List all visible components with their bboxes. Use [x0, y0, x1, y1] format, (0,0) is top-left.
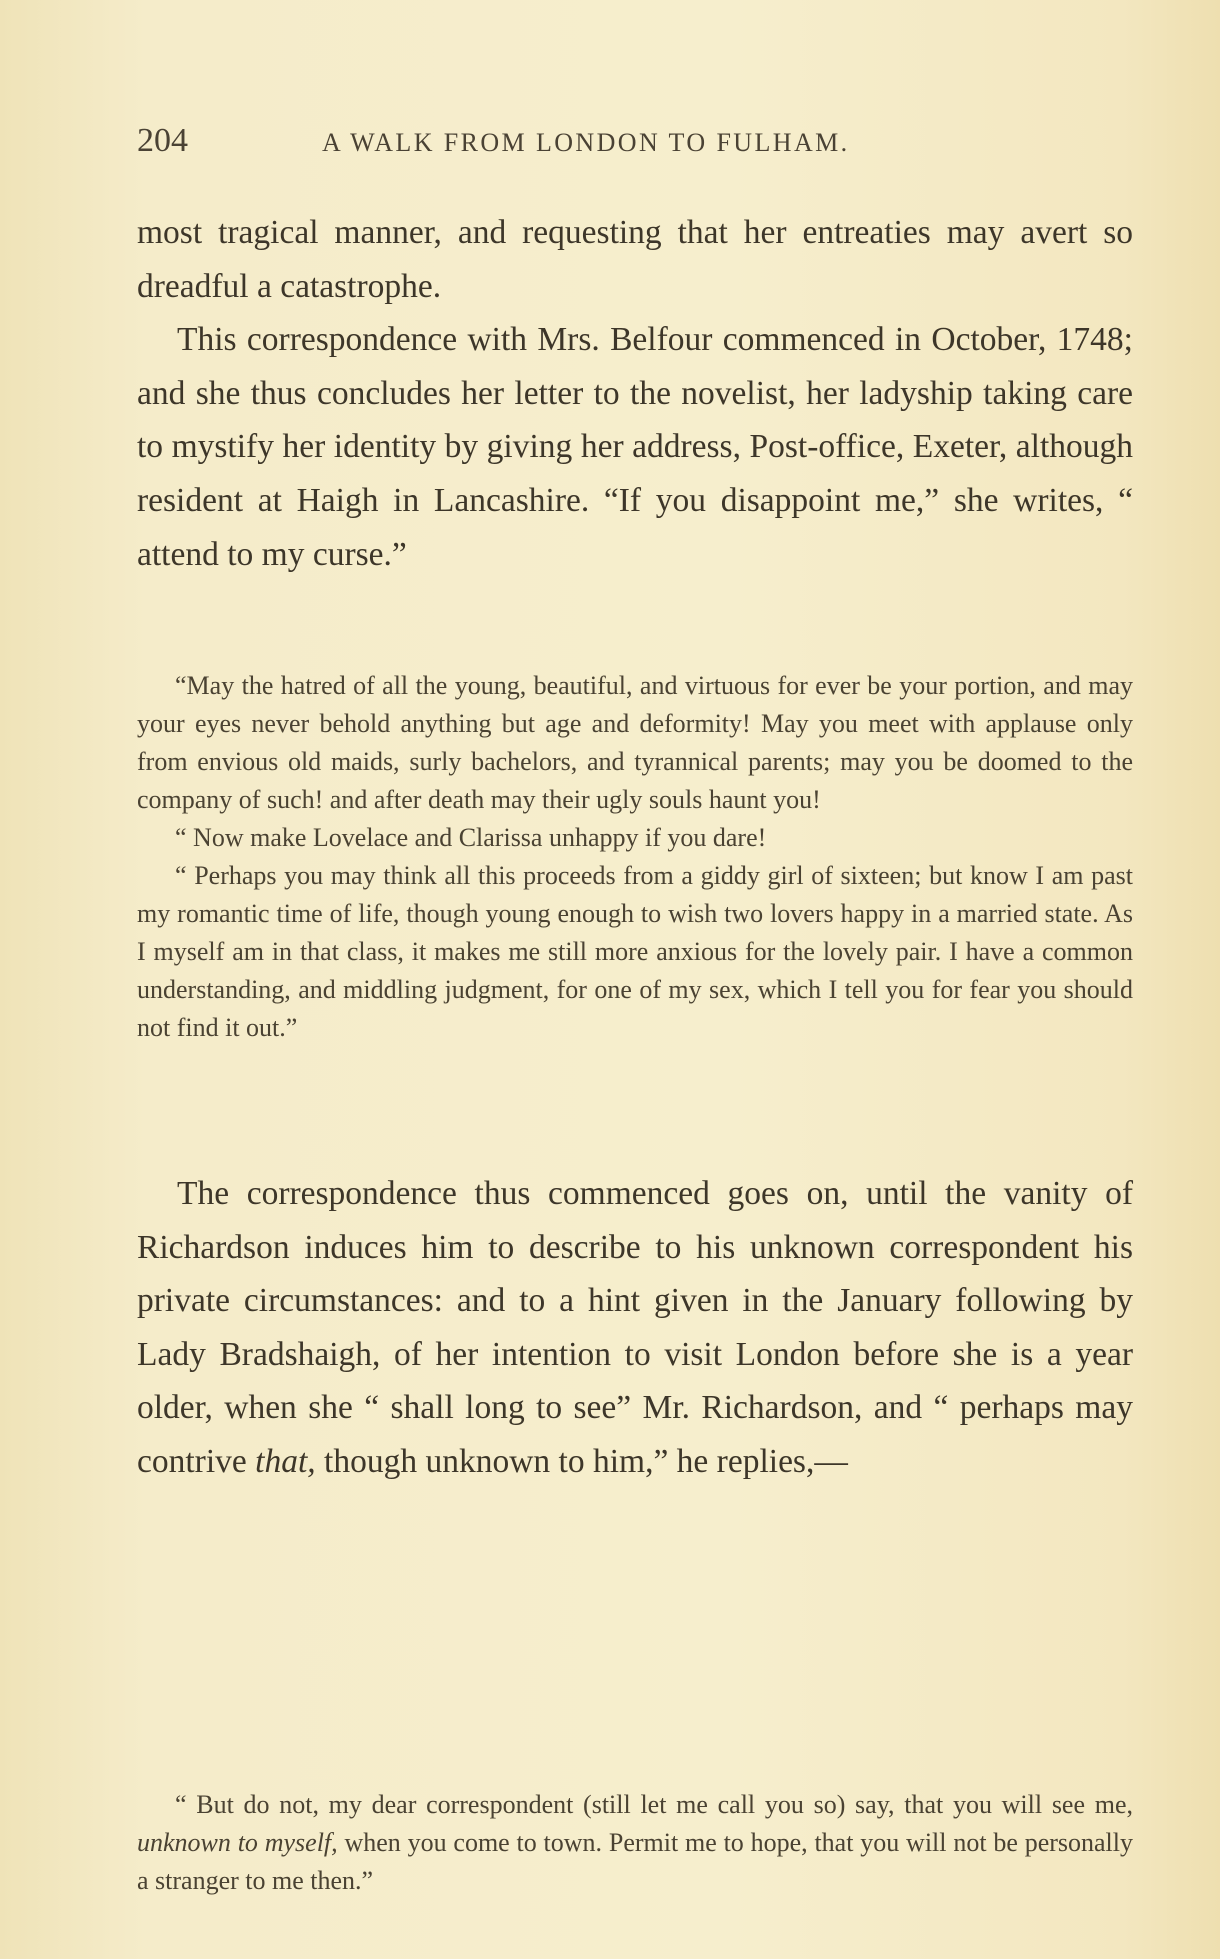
paragraph-text: The correspondence thus commenced goes on, until the vanity of Richardson induces him to describe to his unknown correspondent his private circumstances: and to a hint given in the January following by Lady Bradshaigh, of her intention to visit London before she is a year older, when she “ shall long to see” Mr. Richardson, and “ perhaps may contrive [137, 1175, 1133, 1480]
block-quote-reply [137, 1786, 1133, 1900]
emphasis-text: that, [255, 1442, 316, 1480]
page-number: 204 [137, 122, 188, 159]
paragraph-richardson [137, 1167, 1133, 1489]
quote-text: “ But do not, my dear correspondent (still let me call you so) say, that you will see me, [175, 1790, 1133, 1819]
body-text-block-1 [137, 206, 1133, 581]
quote-text: when you come to town. Permit me to hope, that you will not be personally a stranger to me then.” [137, 1828, 1134, 1895]
block-quote-curse [137, 667, 1133, 1047]
body-text-block-2 [137, 1167, 1133, 1489]
quote-paragraph [137, 1786, 1133, 1900]
running-title: A WALK FROM LONDON TO FULHAM. [322, 128, 850, 157]
paragraph-text: though unknown to him,” he replies,— [315, 1442, 848, 1480]
paragraph-continued: most tragical manner, and requesting that her entreaties may avert so dreadful a catastrophe. [137, 214, 1133, 305]
paragraph-correspondence: This correspondence with Mrs. Belfour commenced in October, 1748; and she thus concludes her letter to the novelist, her ladyship taking care to mystify her identity by giving her address, Post-office, Exeter, although resident at Haigh in Lancashire. “If you disappoint me,” she writes, “ attend to my curse.” [137, 321, 1133, 573]
quote-paragraph: “ Perhaps you may think all this proceeds from a giddy girl of sixteen; but know I am past my romantic time of life, though young enough to wish two lovers happy in a married state. As I myself am in that class, it makes me still more anxious for the lovely pair. I have a common understanding, and middling judgment, for one of my sex, which I tell you for fear you should not find it out.” [137, 861, 1133, 1042]
running-head [137, 122, 1137, 162]
quote-paragraph: “May the hatred of all the young, beautiful, and virtuous for ever be your portion, and may your eyes never behold anything but age and deformity! May you meet with applause only from envious old maids, surly bachelors, and tyrannical parents; may you be doomed to the company of such! and after death may their ugly souls haunt you! [137, 671, 1133, 814]
quote-paragraph: “ Now make Lovelace and Clarissa unhappy if you dare! [175, 823, 767, 852]
emphasis-text: unknown to myself, [137, 1828, 338, 1857]
